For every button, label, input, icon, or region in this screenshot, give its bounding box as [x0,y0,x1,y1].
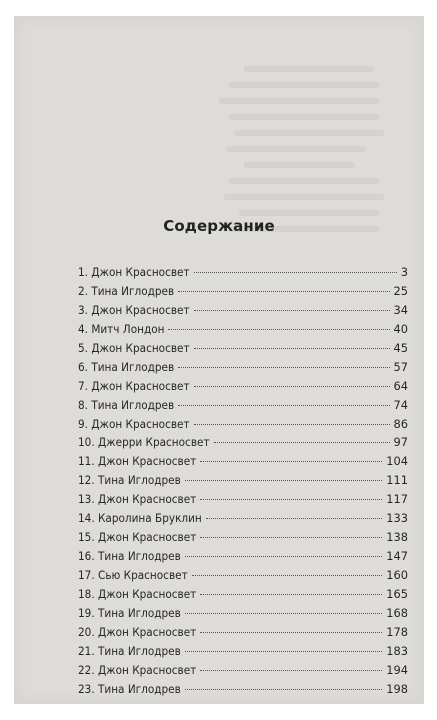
toc-entry [78,341,408,360]
toc-entry [78,606,408,625]
toc-entry [78,473,408,492]
toc-entry-label: 17. Сью Красносвет [78,568,188,582]
book-page [14,16,424,704]
toc-entry [78,568,408,587]
toc-entry-label: 11. Джон Красносвет [78,454,197,469]
toc-entry-page-number: 138 [386,530,408,545]
toc-entry [78,303,408,322]
toc-list [78,265,408,701]
dot-leader [178,367,389,368]
toc-entry-label: 23. Тина Иглодрев [78,681,181,696]
dot-leader [194,386,390,387]
toc-entry [78,625,408,644]
dot-leader [200,461,382,462]
dot-leader [185,689,382,690]
toc-entry [78,454,408,473]
toc-entry-label: 22. Джон Красносвет [78,662,197,677]
toc-entry [78,492,408,511]
toc-entry-page-number: 160 [386,568,408,582]
toc-entry [78,417,408,436]
toc-entry [78,511,408,530]
toc-entry-label: 3. Джон Красносвет [78,302,190,317]
toc-entry-page-number: 198 [386,681,408,696]
toc-entry-label: 21. Тина Иглодрев [78,643,181,658]
toc-entry-page-number: 45 [393,340,408,355]
toc-entry-page-number: 147 [386,549,408,564]
dot-leader [200,632,382,633]
toc-entry-page-number: 165 [386,586,408,601]
toc-entry-page-number: 64 [393,378,408,393]
toc-entry-label: 6. Тина Иглодрев [78,359,175,374]
dot-leader [194,424,390,425]
toc-entry-label: 14. Каролина Бруклин [78,511,202,526]
dot-leader [185,613,382,614]
toc-entry [78,435,408,454]
dot-leader [214,442,390,443]
toc-entry-label: 5. Джон Красносвет [78,340,190,355]
toc-entry-label: 20. Джон Красносвет [78,624,197,639]
toc-entry-page-number: 104 [386,454,408,469]
toc-entry-label: 4. Митч Лондон [78,321,165,336]
toc-entry-label: 18. Джон Красносвет [78,586,197,601]
toc-entry-page-number: 194 [386,662,408,677]
toc-entry [78,379,408,398]
toc-entry-page-number: 3 [400,265,408,279]
toc-entry-page-number: 57 [393,359,408,374]
toc-entry-label: 7. Джон Красносвет [78,378,190,393]
toc-entry [78,322,408,341]
toc-entry-page-number: 97 [393,435,408,450]
toc-entry-page-number: 74 [393,397,408,412]
toc-entry [78,360,408,379]
toc-entry-page-number: 25 [393,283,408,298]
dot-leader [206,518,383,519]
dot-leader [200,537,382,538]
toc-entry [78,682,408,701]
toc-entry-label: 19. Тина Иглодрев [78,605,181,620]
dot-leader [192,575,383,576]
toc-entry-label: 8. Тина Иглодрев [78,397,175,412]
toc-entry [78,587,408,606]
toc-entry-page-number: 117 [386,492,408,507]
toc-entry [78,265,408,284]
toc-entry [78,398,408,417]
dot-leader [185,480,382,481]
dot-leader [178,291,389,292]
dot-leader [178,405,389,406]
toc-entry-page-number: 111 [386,473,408,488]
dot-leader [200,499,382,500]
dot-leader [194,348,390,349]
toc-entry-label: 2. Тина Иглодрев [78,283,175,298]
toc-entry [78,530,408,549]
toc-entry-label: 16. Тина Иглодрев [78,549,181,564]
toc-entry [78,284,408,303]
toc-entry [78,663,408,682]
toc-entry-label: 10. Джерри Красносвет [78,435,210,450]
toc-entry-label: 12. Тина Иглодрев [78,473,181,488]
dot-leader [200,594,382,595]
toc-entry-label: 15. Джон Красносвет [78,530,197,545]
toc-entry-page-number: 40 [393,321,408,336]
toc-entry-label: 1. Джон Красносвет [78,265,190,279]
dot-leader [200,670,382,671]
toc-entry [78,644,408,663]
dot-leader [168,329,389,330]
dot-leader [194,272,397,273]
toc-entry-label: 9. Джон Красносвет [78,416,190,431]
toc-entry-page-number: 133 [386,511,408,526]
toc-entry-page-number: 34 [393,302,408,317]
dot-leader [185,556,382,557]
toc-entry [78,549,408,568]
toc-title: Содержание [163,217,275,235]
dot-leader [194,310,390,311]
toc-entry-page-number: 178 [386,624,408,639]
dot-leader [185,651,382,652]
toc-entry-page-number: 168 [386,605,408,620]
toc-entry-label: 13. Джон Красносвет [78,492,197,507]
toc-entry-page-number: 183 [386,643,408,658]
toc-entry-page-number: 86 [393,416,408,431]
